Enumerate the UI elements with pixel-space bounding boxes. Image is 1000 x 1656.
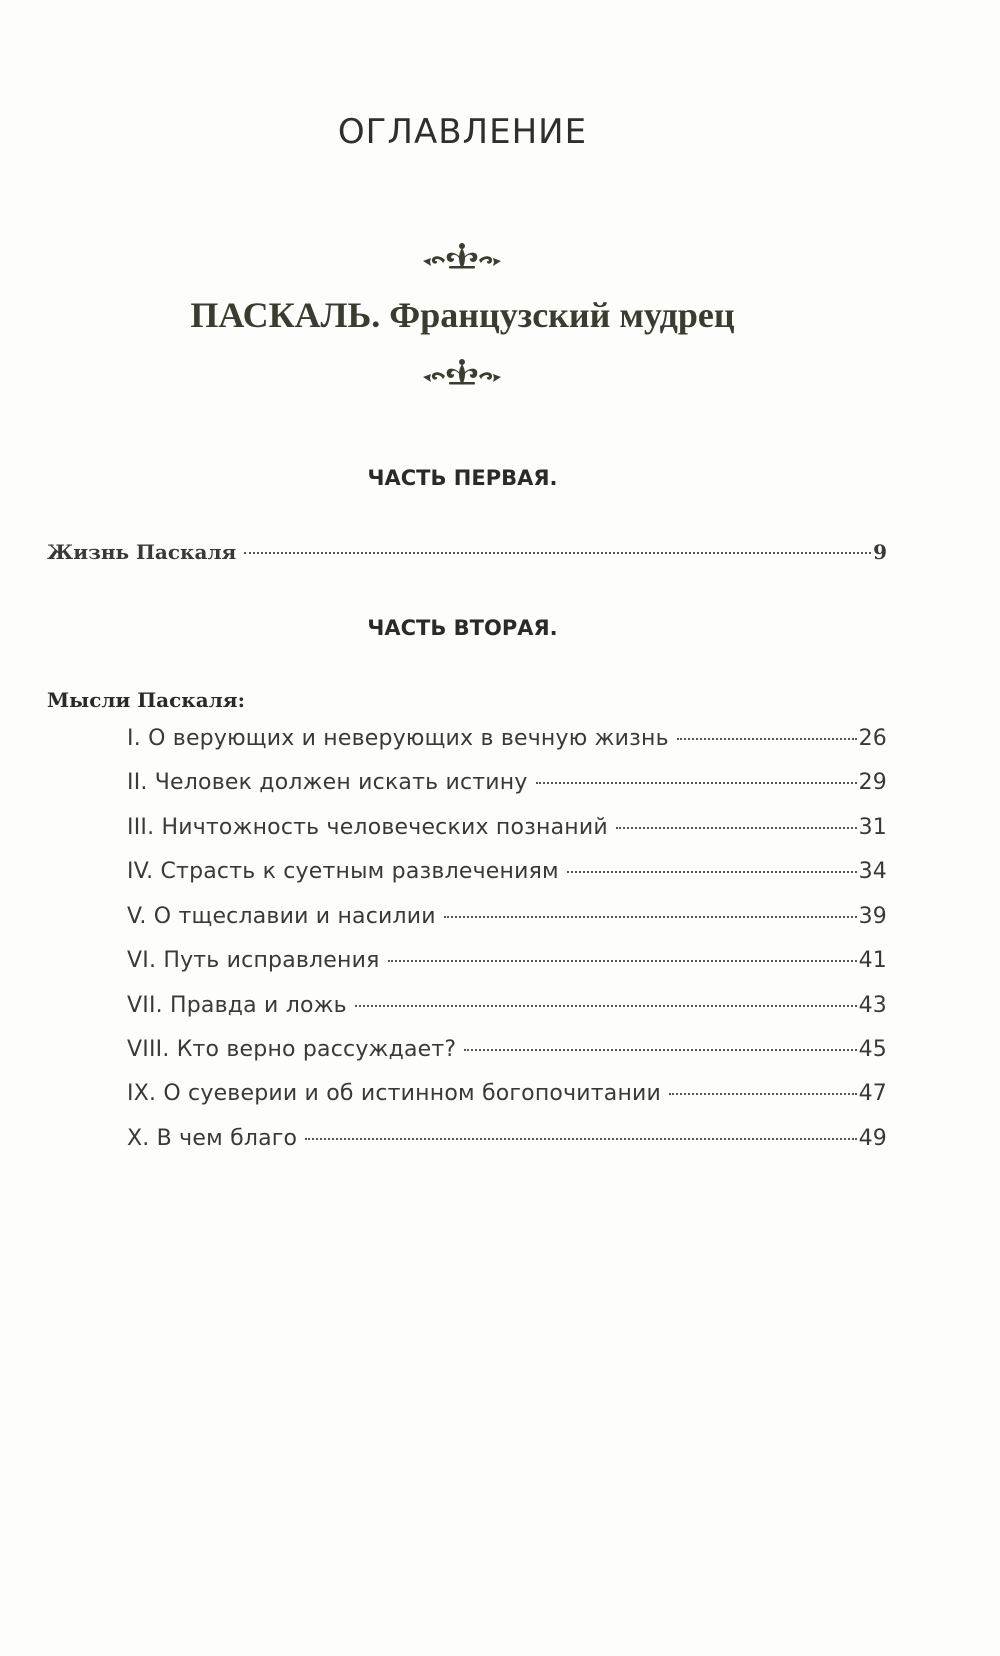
dot-leader [355,1005,857,1007]
dot-leader [567,871,857,873]
toc-entry-page: 49 [858,1126,887,1151]
toc-entry[interactable] [127,904,887,929]
toc-entry-label: I. О верующих и неверующих в вечную жизнь [127,726,669,751]
book-title: ПАСКАЛЬ. Французский мудрец [190,295,735,335]
toc-entry[interactable] [127,815,887,840]
thoughts-group-label: Мысли Паскаля: [47,688,245,712]
toc-entry[interactable] [127,1037,887,1062]
dot-leader [388,960,857,962]
toc-entry-page: 39 [858,904,887,929]
toc-entry[interactable] [127,993,887,1018]
toc-entry-life-of-pascal[interactable] [47,540,887,564]
toc-entry[interactable] [127,1126,887,1151]
toc-entry-page: 34 [858,859,887,884]
toc-entry-page: 26 [858,726,887,751]
dot-leader [616,827,857,829]
toc-entry[interactable] [127,726,887,751]
dot-leader [464,1049,856,1051]
toc-entry[interactable] [127,1081,887,1106]
toc-entry-page: 29 [858,770,887,795]
toc-entry-label: Жизнь Паскаля [47,540,237,564]
toc-entry-label: V. О тщеславии и насилии [127,904,436,929]
toc-entry-label: II. Человек должен искать истину [127,770,528,795]
toc-entry-page: 41 [858,948,887,973]
part-two-heading: ЧАСТЬ ВТОРАЯ. [367,616,558,640]
fleuron-ornament-icon [421,242,503,272]
dot-leader [244,552,871,554]
toc-entry-label: VI. Путь исправления [127,948,380,973]
toc-entry-label: IX. О суеверии и об истинном богопочитании [127,1081,662,1106]
toc-entry-label: VIII. Кто верно рассуждает? [127,1037,457,1062]
dot-leader [677,738,857,740]
toc-entry-label: IV. Страсть к суетным развлечениям [127,859,559,884]
toc-entry-page: 45 [858,1037,887,1062]
toc-entry-page: 47 [858,1081,887,1106]
toc-entry[interactable] [127,770,887,795]
dot-leader [536,782,857,784]
toc-entry-page: 43 [858,993,887,1018]
toc-entry-label: X. В чем благо [127,1126,298,1151]
toc-entry[interactable] [127,948,887,973]
toc-entry-label: III. Ничтожность человеческих познаний [127,815,608,840]
page-heading: ОГЛАВЛЕНИЕ [337,112,588,152]
dot-leader [305,1138,856,1140]
part-one-heading: ЧАСТЬ ПЕРВАЯ. [367,466,558,490]
dot-leader [669,1093,857,1095]
toc-entry-page: 9 [873,540,887,564]
toc-entry[interactable] [127,859,887,884]
dot-leader [444,916,857,918]
fleuron-ornament-icon [421,358,503,388]
toc-entry-label: VII. Правда и ложь [127,993,347,1018]
toc-entry-page: 31 [858,815,887,840]
